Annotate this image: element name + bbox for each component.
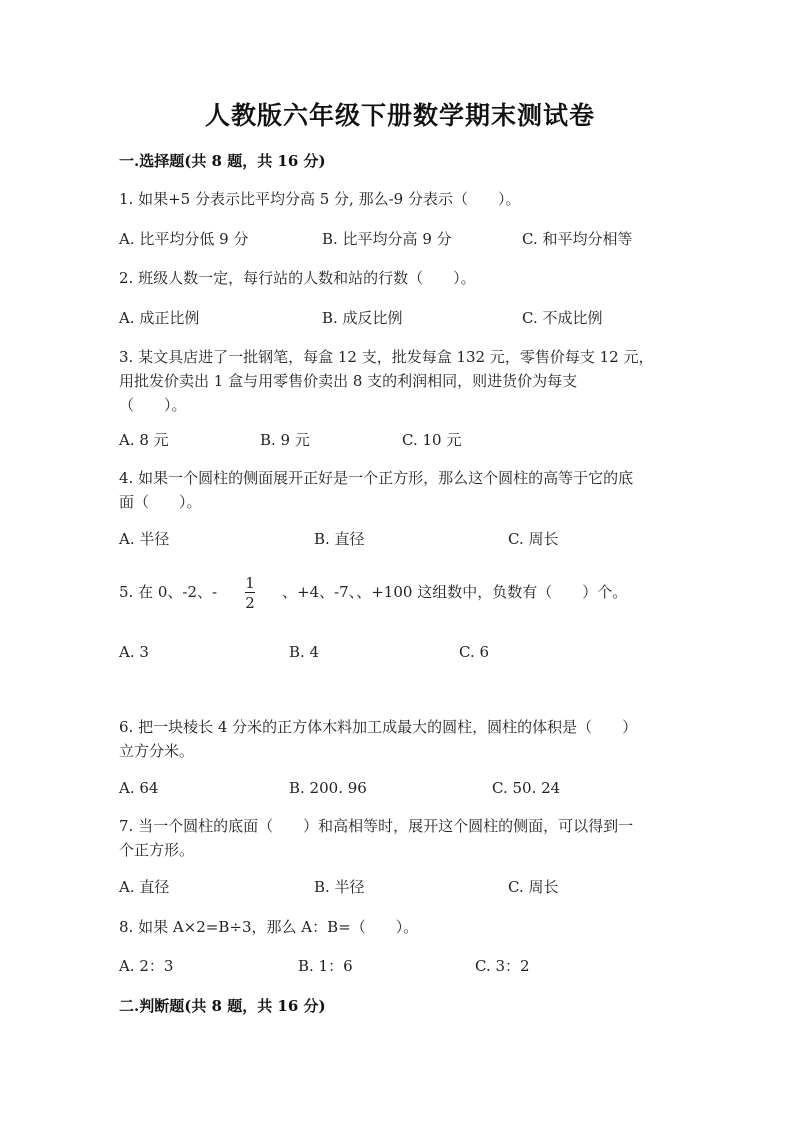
question-3-option-c[interactable]: C. 10 元	[402, 431, 462, 449]
question-5-option-c[interactable]: C. 6	[459, 643, 490, 661]
question-5-option-a[interactable]: A. 3	[119, 643, 149, 661]
question-2-option-a[interactable]: A. 成正比例	[119, 309, 200, 327]
question-8-text: 8. 如果 A×2=B÷3，那么 A：B=（ ）。	[119, 918, 419, 936]
question-2-option-c[interactable]: C. 不成比例	[522, 309, 603, 327]
question-1-option-a[interactable]: A. 比平均分低 9 分	[119, 230, 249, 248]
page-title: 人教版六年级下册数学期末测试卷	[204, 101, 595, 130]
question-7-option-b[interactable]: B. 半径	[314, 878, 365, 896]
question-7-text-line-2: 个正方形。	[119, 841, 195, 859]
question-4-option-b[interactable]: B. 直径	[314, 530, 365, 548]
question-3-option-a[interactable]: A. 8 元	[119, 431, 169, 449]
fraction-bar	[245, 592, 255, 593]
question-5-option-b[interactable]: B. 4	[289, 643, 320, 661]
question-3-option-b[interactable]: B. 9 元	[260, 431, 310, 449]
question-2-text: 2. 班级人数一定，每行站的人数和站的行数（ ）。	[119, 269, 476, 287]
question-7-option-a[interactable]: A. 直径	[119, 878, 170, 896]
fraction-numerator: 1	[245, 574, 255, 592]
fraction-denominator: 2	[245, 594, 255, 612]
question-6-option-a[interactable]: A. 64	[119, 779, 159, 797]
question-2-option-b[interactable]: B. 成反比例	[322, 309, 403, 327]
section-heading-true-false: 二.判断题(共 8 题，共 16 分)	[119, 997, 326, 1015]
fraction-one-half	[245, 575, 255, 611]
question-6-text-line-2: 立方分米。	[119, 742, 195, 760]
question-5-text-prefix: 5. 在 0、-2、-	[119, 583, 218, 601]
question-4-option-c[interactable]: C. 周长	[508, 530, 559, 548]
question-3-text-line-2: 用批发价卖出 1 盒与用零售价卖出 8 支的利润相同，则进货价为每支	[119, 372, 578, 390]
question-6-option-b[interactable]: B. 200. 96	[289, 779, 367, 797]
question-8-option-a[interactable]: A. 2：3	[119, 957, 174, 975]
question-4-text-line-2: 面（ ）。	[119, 493, 202, 511]
question-4-option-a[interactable]: A. 半径	[119, 530, 170, 548]
question-8-option-c[interactable]: C. 3：2	[475, 957, 530, 975]
question-7-option-c[interactable]: C. 周长	[508, 878, 559, 896]
question-4-text-line-1: 4. 如果一个圆柱的侧面展开正好是一个正方形，那么这个圆柱的高等于它的底	[119, 469, 634, 487]
question-3-text-line-1: 3. 某文具店进了一批钢笔，每盒 12 支，批发每盒 132 元，零售价每支 12 元，	[119, 348, 654, 366]
question-7-text-line-1: 7. 当一个圆柱的底面（ ）和高相等时，展开这个圆柱的侧面，可以得到一	[119, 817, 634, 835]
question-5-text-suffix: 、+4、-7、、+100 这组数中，负数有（ ）个。	[282, 583, 628, 601]
question-6-option-c[interactable]: C. 50. 24	[492, 779, 561, 797]
question-3-text-line-3: （ ）。	[119, 396, 187, 414]
section-heading-choice: 一.选择题(共 8 题，共 16 分)	[119, 152, 326, 170]
question-1-option-c[interactable]: C. 和平均分相等	[522, 230, 633, 248]
question-8-option-b[interactable]: B. 1：6	[298, 957, 353, 975]
question-1-text: 1. 如果+5 分表示比平均分高 5 分, 那么-9 分表示（ ）。	[119, 190, 521, 208]
question-1-option-b[interactable]: B. 比平均分高 9 分	[322, 230, 452, 248]
question-6-text-line-1: 6. 把一块棱长 4 分米的正方体木料加工成最大的圆柱，圆柱的体积是（ ）	[119, 718, 638, 736]
